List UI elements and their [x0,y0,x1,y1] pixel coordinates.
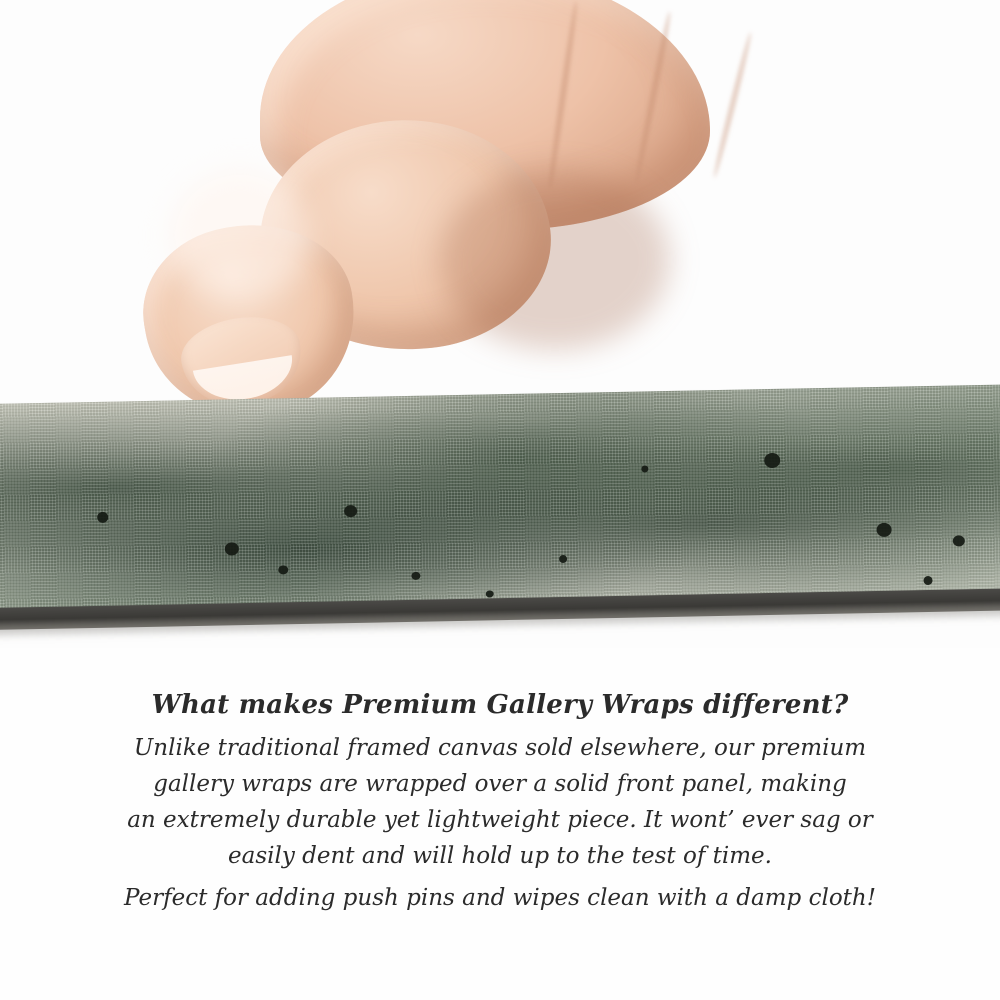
caption-line: Unlike traditional framed canvas sold elsewhere, our premium [133,735,867,761]
caption-final-line: Perfect for adding push pins and wipes clean with a damp cloth! [124,885,876,911]
caption-line: an extremely durable yet lightweight piece. It wont’ ever sag or [127,807,873,833]
canvas-weave-texture [0,384,1000,619]
hand-illustration [110,0,710,430]
knuckle-crease-icon [633,11,672,184]
hand-shadow-highlight [440,170,670,350]
knuckle-crease-icon [547,1,579,190]
canvas-speck [641,465,648,472]
caption-line: gallery wraps are wrapped over a solid front panel, making [153,771,847,797]
caption-heading: What makes Premium Gallery Wraps different? [151,690,849,720]
hand-light-highlight [170,170,310,300]
caption-line: easily dent and will hold up to the test of time. [228,843,772,869]
knuckle-crease-icon [712,32,753,179]
canvas-wrap-surface [0,384,1000,619]
caption-block [0,690,1000,916]
canvas-speck [923,576,932,585]
